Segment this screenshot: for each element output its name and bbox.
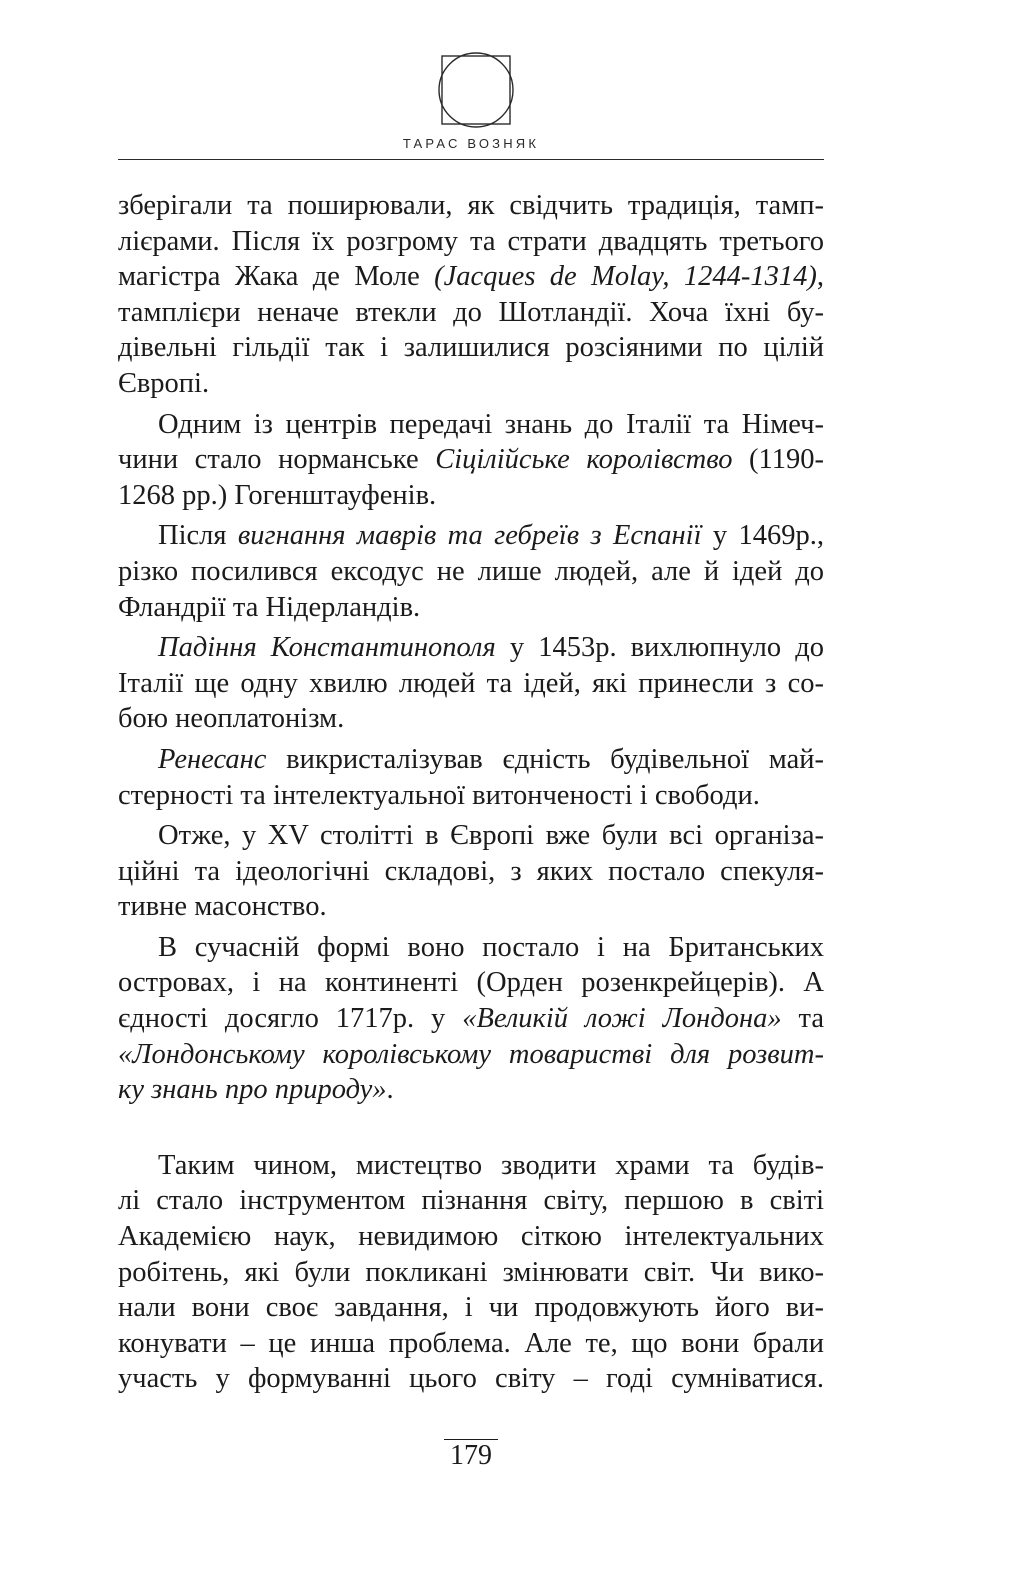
- text-line: [118, 442, 824, 478]
- text-span: ,: [816, 261, 824, 293]
- text-line: Одним із центрів передачі знань до Італії та Німеч-: [158, 408, 824, 440]
- running-title: ТАРАС ВОЗНЯК: [402, 136, 540, 151]
- paragraph-4: [118, 630, 824, 737]
- paragraph-2: [118, 407, 824, 514]
- text-line: Академією наук, невидимою сіткою інтелектуальних: [118, 1221, 824, 1253]
- text-line: різко посилився ексодус не лише людей, але й ідей до: [118, 555, 824, 587]
- italic-span: «Великій ложі Лондона»: [462, 1003, 782, 1035]
- text-line: робітень, які були покликані змінювати світ. Чи вико-: [118, 1256, 824, 1288]
- text-line: [118, 630, 824, 666]
- italic-span: Ренесанс: [158, 743, 267, 775]
- text-span: (1190-: [732, 444, 824, 476]
- text-line: участь у формуванні цього світу – годі сумніватися.: [118, 1363, 824, 1395]
- text-span: у 1469р.,: [701, 520, 824, 552]
- page-number-text: 179: [444, 1439, 498, 1471]
- text-line: конувати – це инша проблема. Але те, що вони брали: [118, 1327, 824, 1359]
- text-span: у 1453р. вихлюпнуло до: [495, 632, 824, 664]
- body-text: [118, 188, 824, 1397]
- text-line: [118, 518, 824, 554]
- italic-line: «Лондонському королівському товаристві для розвит-: [118, 1038, 824, 1070]
- circle-square-emblem-icon: [436, 50, 516, 130]
- paragraph-7: [118, 930, 824, 1108]
- text-span: чини стало норманське: [118, 444, 436, 476]
- text-line: островах, і на континенті (Орден розенкрейцерів). А: [118, 967, 824, 999]
- text-line: Таким чином, мистецтво зводити храми та будів-: [158, 1149, 824, 1181]
- italic-span: ку знань про природу»: [118, 1074, 387, 1106]
- paragraph-6: [118, 818, 824, 925]
- text-line: дівельні гільдії так і залишилися розсіяними по цілій: [118, 332, 824, 364]
- text-line: Отже, у XV столітті в Європі вже були всі організа-: [158, 820, 824, 852]
- text-line: [118, 742, 824, 778]
- italic-span: вигнання маврів та гебреїв з Еспанії: [237, 520, 702, 552]
- header-rule: [118, 159, 824, 160]
- italic-span: Сіцілійське королівство: [435, 444, 733, 476]
- text-line: зберігали та поширювали, як свідчить традиція, тамп-: [118, 190, 824, 221]
- italic-span: (Jacques de Molay, 1244-1314): [434, 261, 817, 293]
- text-line: тивне масонство.: [118, 891, 327, 923]
- text-line: тамплієри неначе втекли до Шотландії. Хоча їхні бу-: [118, 296, 824, 328]
- text-line: В сучасній формі воно постало і на Британських: [158, 931, 824, 963]
- text-line: Європі.: [118, 367, 210, 399]
- text-span: та: [781, 1003, 825, 1035]
- text-span: Після: [158, 520, 238, 552]
- text-span: викристалізував єдність будівельної май-: [266, 743, 824, 775]
- text-span: магістра Жака де Моле: [118, 261, 435, 293]
- text-line: лі стало інструментом пізнання світу, першою в світі: [118, 1185, 824, 1217]
- page-number: [118, 1440, 824, 1472]
- text-line: Італії ще одну хвилю людей та ідей, які принесли з со-: [118, 667, 824, 699]
- text-line: стерності та інтелектуальної витонченості і свободи.: [118, 779, 760, 811]
- italic-span: Падіння Константинополя: [158, 632, 496, 664]
- text-line: Фландрії та Нідерландів.: [118, 591, 421, 623]
- text-line: [118, 1001, 824, 1037]
- paragraph-5: [118, 742, 824, 813]
- text-line: 1268 рр.) Гогенштауфенів.: [118, 479, 437, 511]
- text-line: бою неоплатонізм.: [118, 703, 345, 735]
- text-span: єдності досягло 1717р. у: [118, 1003, 463, 1035]
- text-line: [118, 259, 824, 295]
- text-line: ційні та ідеологічні складові, з яких постало спекуля-: [118, 855, 824, 887]
- paragraph-8: [118, 1148, 824, 1397]
- paragraph-3: [118, 518, 824, 625]
- paragraph-1: [118, 188, 824, 402]
- text-line: нали вони своє завдання, і чи продовжують його ви-: [118, 1292, 824, 1324]
- text-line: [118, 1072, 824, 1108]
- text-span: .: [386, 1074, 394, 1106]
- text-line: лієрами. Після їх розгрому та страти двадцять третього: [118, 225, 824, 257]
